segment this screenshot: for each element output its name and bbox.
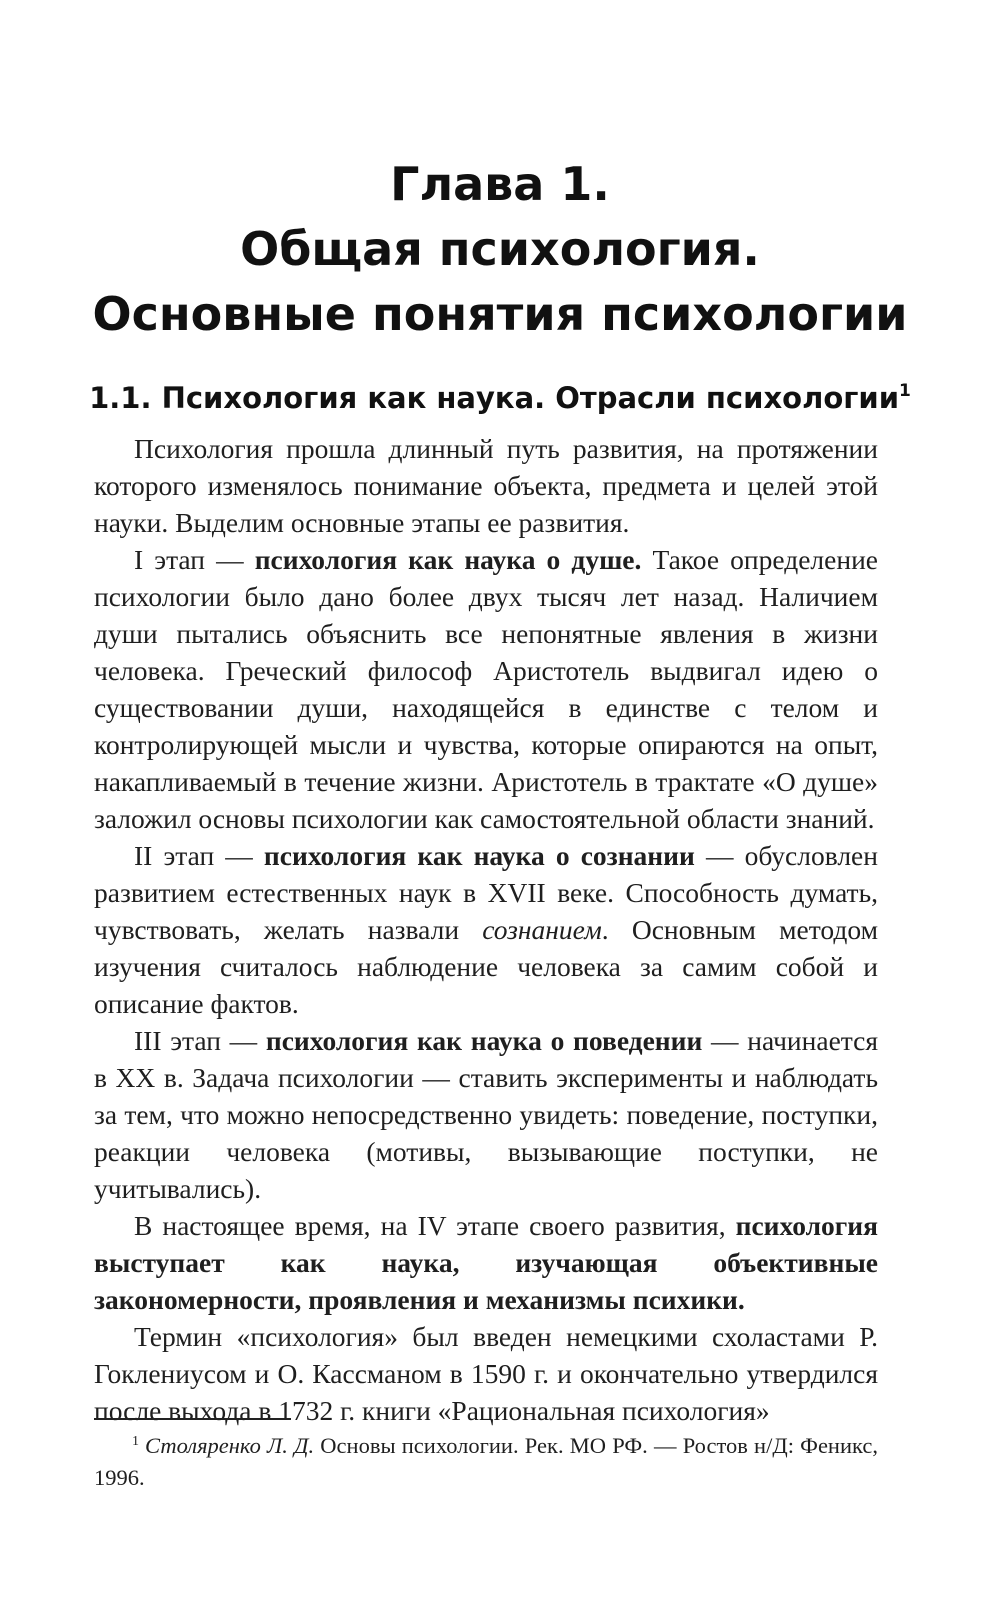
footnote-reference: 1: [899, 381, 911, 401]
body-text: [94, 430, 878, 1429]
footnote-divider: [94, 1418, 291, 1420]
paragraph-5-lead: В настоящее время, на IV этапе своего развития,: [134, 1210, 736, 1241]
paragraph-4-rest: — начинается в XX в. Задача психологии — ставить эксперименты и наблюдать за тем, что можно непосредственно увидеть: поведение, поступки, реакции человека (мотивы, вызывающие поступки, не учитывались).: [94, 1025, 878, 1204]
paragraph-2-lead: I этап —: [134, 544, 255, 575]
paragraph-3-rest: . Основным методом изучения считалось наблюдение человека за самим собой и описание фактов.: [94, 914, 878, 1019]
paragraph-3-italic: сознанием: [482, 914, 602, 945]
paragraph-4-bold: психология как наука о поведении: [265, 1025, 703, 1056]
paragraph-2-rest: Такое определение психологии было дано более двух тысяч лет назад. Наличием души пытались объяснить все непонятные явления в жизни человека. Греческий философ Аристотель выдвигал идею о существовании души, находящейся в единстве с телом и контролирующей мысли и чувства, которые опираются на опыт, накапливаемый в течение жизни. Аристотель в трактате «О душе» заложил основы психологии как самостоятельной области знаний.: [94, 544, 878, 834]
paragraph-4-lead: III этап —: [134, 1025, 266, 1056]
footnote: [94, 1430, 878, 1494]
paragraph-3-lead: II этап —: [134, 840, 264, 871]
paragraph-2: [94, 541, 878, 837]
paragraph-5-bold: психология выступает как наука, изучающая объективные закономерности, проявления и механизмы психики.: [94, 1210, 878, 1315]
paragraph-4: [94, 1022, 878, 1207]
paragraph-3-bold: психология как наука о сознании: [263, 840, 695, 871]
footnote-text: Основы психологии. Рек. МО РФ. — Ростов н/Д: Феникс, 1996.: [94, 1433, 878, 1490]
chapter-name-line2: Основные понятия психологии: [92, 287, 908, 341]
chapter-number: Глава 1.: [390, 157, 610, 211]
chapter-name-line1: Общая психология.: [240, 222, 760, 276]
paragraph-3-mid: — обусловлен развитием естественных наук в XVII веке. Способность думать, чувствовать, желать назвали: [94, 840, 878, 945]
footnote-author: Столяренко Л. Д.: [145, 1433, 315, 1458]
paragraph-2-bold: психология как наука о душе.: [254, 544, 642, 575]
paragraph-3: [94, 837, 878, 1022]
paragraph-6: Термин «психология» был введен немецкими схоластами Р. Гоклениусом и О. Кассманом в 1590 г. и окончательно утвердился после выхода в 1732 г. книги «Рациональная психология»: [94, 1321, 878, 1426]
section-title-text: 1.1. Психология как наука. Отрасли психологии: [89, 381, 900, 415]
paragraph-1: Психология прошла длинный путь развития, на протяжении которого изменялось понимание объекта, предмета и целей этой науки. Выделим основные этапы ее развития.: [94, 433, 878, 538]
chapter-title: [0, 152, 1000, 347]
section-title: [0, 378, 1000, 418]
paragraph-5: [94, 1207, 878, 1318]
footnote-marker: 1: [132, 1434, 139, 1449]
